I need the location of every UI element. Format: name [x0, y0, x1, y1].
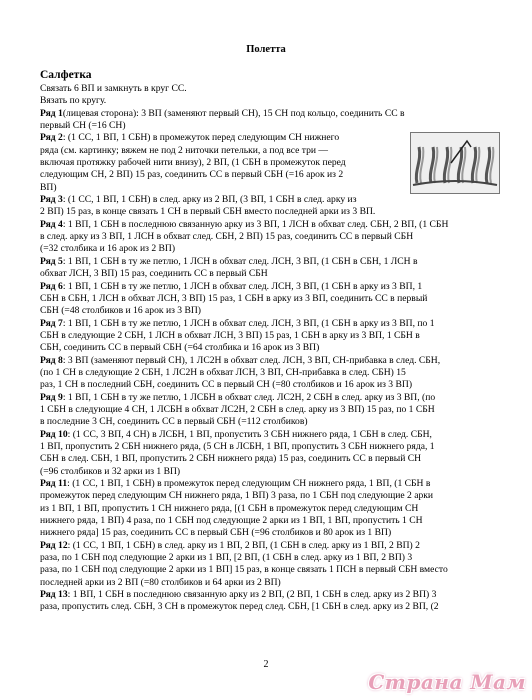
- pattern-row-line: [40, 355, 500, 367]
- section-title: Салфетка: [40, 69, 92, 81]
- pattern-row-line: [40, 540, 500, 552]
- pattern-row-line: [40, 120, 500, 132]
- pattern-row: [40, 256, 500, 281]
- row-text: ВП): [40, 181, 57, 193]
- pattern-row-line: [40, 268, 500, 280]
- row-text: (=96 столбиков и 32 арки из 1 ВП): [40, 465, 181, 477]
- pattern-row: [40, 108, 500, 133]
- row-text: 1 ВП, пропустить 2 СБН нижнего ряда, (5 СН в ЛСБН, 1 ВП, пропустить 3 СБН нижнего ряда, 1: [40, 440, 435, 452]
- pattern-row-line: [40, 379, 500, 391]
- pattern-row-line: [40, 392, 500, 404]
- pattern-row-line: [40, 342, 500, 354]
- pattern-row-line: [40, 441, 500, 453]
- pattern-row-line: [40, 305, 500, 317]
- row-text: : 1 ВП, 1 СБН в последнюю связанную арку из 3 ВП, 1 ЛСН в обхват след. СБН, 2 ВП, (1 СБН: [62, 218, 449, 230]
- row-text: раза, по 1 СБН под следующие 2 арки из 1 ВП, [2 ВП, (1 СБН в след. арку из 1 ВП, 2 ВП) 3: [40, 552, 413, 564]
- row-text: раз, 1 СН в последний СБН, соединить СС в первый СН (=80 столбиков и 16 арок из 3 ВП): [40, 379, 413, 391]
- row-text: промежуток перед следующим СН нижнего ряда, 1 ВП) 3 раза, по 1 СБН под следующие 2 арки: [40, 490, 434, 502]
- page-number: 2: [263, 659, 269, 670]
- pattern-row-line: [40, 318, 500, 330]
- row-label: Ряд 4: [40, 218, 63, 230]
- row-label: Ряд 3: [40, 194, 63, 206]
- pattern-row-line: [40, 490, 500, 502]
- row-text: (по 1 СН в следующие 2 СБН, 1 ЛС2Н в обхват ЛСН, 3 ВП, СН-прибавка в след. СБН) 15: [40, 366, 406, 378]
- pattern-row: [40, 281, 500, 318]
- row-text: : 3 ВП (заменяют первый СН), 1 ЛС2Н в обхват след. ЛСН, 3 ВП, СН-прибавка в след. СБН,: [62, 354, 441, 366]
- pattern-row-line: [40, 527, 500, 539]
- pattern-row-line: [40, 601, 500, 613]
- pattern-row-line: [40, 256, 500, 268]
- pattern-row-line: [40, 515, 500, 527]
- row-label: Ряд 9: [40, 391, 63, 403]
- pattern-row-line: [40, 453, 500, 465]
- row-text: раза, по 1 СБН под следующие 2 арки из 1 ВП] 15 раз, в конце связать 1 ПСН в первый СБН вместо: [40, 564, 448, 576]
- row-text: СБН (=48 столбиков и 16 арок из 3 ВП): [40, 305, 202, 317]
- row-text: из 1 ВП, 1 ВП, пропустить 1 СН нижнего ряда, [(1 СБН в промежуток перед следующим СН: [40, 502, 419, 514]
- row-text: 1 СБН в следующие 4 СН, 1 ЛСБН в обхват ЛС2Н, 2 СБН в след. арку из 3 ВП) 15 раз, по 1 СБН: [40, 403, 435, 415]
- row-text: в след. арку из 3 ВП, 1 ЛСН в обхват след. СБН, 2 ВП) 15 раз, соединить СС в первый СБН: [40, 231, 414, 243]
- row-label: Ряд 5: [40, 255, 63, 267]
- row-label: Ряд 8: [40, 354, 63, 366]
- row-text: : 1 ВП, 1 СБН в ту же петлю, 1 ЛСН в обхват след. ЛСН, 3 ВП, (1 СБН в арку из 3 ВП, 1: [62, 280, 423, 292]
- row-text: : (1 СС, 3 ВП, 4 СН) в ЛСБН, 1 ВП, пропустить 3 СБН нижнего ряда, 1 СБН в след. СБН,: [67, 428, 432, 440]
- watermark-logo: Страна Мам: [368, 670, 526, 694]
- row-text: : (1 СС, 1 ВП, 1 СБН) в след. арку из 2 ВП, (3 ВП, 1 СБН в след. арку из: [62, 194, 357, 206]
- row-text: включая протяжку рабочей нити внизу), 2 ВП, (1 СБН в промежуток перед: [40, 157, 346, 169]
- pattern-row-line: [40, 367, 500, 379]
- page-title: Полетта: [246, 44, 286, 55]
- row-text: нижнего ряда, 1 ВП) 4 раза, по 1 СБН под следующие 2 арки из 1 ВП, 1 ВП, пропустить 1 СН: [40, 515, 423, 527]
- pattern-row-line: [40, 589, 500, 601]
- row-text: нижнего ряда] 15 раз, соединить СС в первый СБН (=96 столбиков и 80 арок из 1 ВП): [40, 527, 392, 539]
- row-text: СБН в след. СБН, 1 ВП, пропустить 2 СБН нижнего ряда) 15 раз, соединить СС в первый СН: [40, 453, 422, 465]
- pattern-row-line: [40, 416, 500, 428]
- row-text: в последние 3 СН, соединить СС в первый СБН (=112 столбиков): [40, 416, 308, 428]
- pattern-rows: [40, 108, 500, 614]
- pattern-row: [40, 540, 500, 589]
- row-text: : (1 СС, 1 ВП, 1 СБН) в промежуток перед следующим СН нижнего ряда, 1 ВП, (1 СБН в: [67, 478, 431, 489]
- pattern-row-line: [40, 206, 500, 218]
- pattern-row: [40, 429, 500, 478]
- pattern-row-line: [40, 429, 500, 441]
- row-text: СБН, соединить СС в первый СБН (=64 столбика и 16 арок из 3 ВП): [40, 342, 320, 354]
- row-text: : 1 ВП, 1 СБН в ту же петлю, 1 ЛСБН в обхват след. ЛС2Н, 2 СБН в след. арку из 3 ВП, (по: [62, 391, 436, 403]
- pattern-row-line: [40, 330, 500, 342]
- row-text: : 1 ВП, 1 СБН в последнюю связанную арку из 2 ВП, (2 ВП, 1 СБН в след. арку из 2 ВП) 3: [67, 589, 437, 601]
- pattern-row-line: [40, 194, 500, 206]
- stitch-diagram-image: [410, 132, 500, 194]
- row-text: : 1 ВП, 1 СБН в ту же петлю, 1 ЛСН в обхват след. ЛСН, 3 ВП, (1 СБН в СБН, 1 ЛСН в: [62, 255, 418, 267]
- pattern-row-line: [40, 478, 500, 490]
- row-label: Ряд 11: [40, 478, 68, 489]
- row-label: Ряд 6: [40, 280, 63, 292]
- document-body: [40, 68, 500, 614]
- row-label: Ряд 13: [40, 589, 68, 601]
- pattern-row-line: [40, 231, 500, 243]
- intro-line: Связать 6 ВП и замкнуть в круг СС.: [40, 83, 187, 94]
- pattern-row-line: [40, 466, 500, 478]
- row-label: Ряд 12: [40, 539, 68, 551]
- pattern-row-line: [40, 243, 500, 255]
- row-label: Ряд 7: [40, 317, 63, 329]
- row-text: последней арки из 2 ВП (=80 столбиков и 64 арки из 2 ВП): [40, 576, 281, 588]
- pattern-row-line: [40, 552, 500, 564]
- pattern-row-line: [40, 293, 500, 305]
- pattern-row-line: [40, 108, 500, 120]
- pattern-row-line: [40, 503, 500, 515]
- pattern-row-line: [40, 219, 500, 231]
- row-text: обхват ЛСН, 3 ВП) 15 раз, соединить СС в первый СБН: [40, 268, 268, 280]
- intro-line: Вязать по кругу.: [40, 95, 107, 107]
- row-label: Ряд 1: [40, 107, 63, 119]
- pattern-row: [40, 132, 500, 194]
- row-label: Ряд 10: [40, 428, 68, 440]
- row-text: (=32 столбика и 16 арок из 2 ВП): [40, 243, 176, 255]
- row-label: Ряд 2: [40, 132, 63, 144]
- pattern-row-line: [40, 404, 500, 416]
- row-text: 2 ВП) 15 раз, в конце связать 1 СН в первый СБН вместо последней арки из 3 ВП.: [40, 206, 376, 218]
- row-text: СБН в СБН, 1 ЛСН в обхват ЛСН, 3 ВП) 15 раз, 1 СБН в арку из 3 ВП, соединить СС в первый: [40, 292, 428, 304]
- pattern-row: [40, 194, 500, 219]
- row-text: раза, пропустить след. СБН, 3 СН в промежуток перед след. СБН, [1 СБН в след. арку из 2 ВП, (2: [40, 601, 439, 613]
- pattern-row: [40, 219, 500, 256]
- row-text: первый СН (=16 СН): [40, 120, 126, 132]
- row-text: : 1 ВП, 1 СБН в ту же петлю, 1 ЛСН в обхват след. ЛСН, 3 ВП, (1 СБН в арку из 3 ВП, по 1: [62, 317, 435, 329]
- pattern-row: [40, 392, 500, 429]
- row-text: СБН в следующие 2 СБН, 1 ЛСН в обхват ЛСН, 3 ВП) 15 раз, 1 СБН в арку из 3 ВП, 1 СБН в: [40, 329, 420, 341]
- row-text: : (1 СС, 1 ВП, 1 СБН) в след. арку из 1 ВП, 2 ВП, (1 СБН в след. арку из 1 ВП, 2 ВП) 2: [67, 539, 420, 551]
- pattern-row-line: [40, 281, 500, 293]
- pattern-row: [40, 589, 500, 614]
- pattern-row-line: [40, 577, 500, 589]
- row-text: ряда (см. картинку; вяжем не под 2 ниточки петельки, а под все три —: [40, 144, 329, 156]
- pattern-row: [40, 478, 500, 540]
- pattern-row-line: [40, 564, 500, 576]
- pattern-row: [40, 318, 500, 355]
- row-text: : (1 СС, 1 ВП, 1 СБН) в промежуток перед следующим СН нижнего: [62, 132, 340, 144]
- pattern-row: [40, 355, 500, 392]
- row-text: следующим СН, 2 ВП) 15 раз, соединить СС в первый СБН (=16 арок из 2: [40, 169, 344, 181]
- row-text: (лицевая сторона): 3 ВП (заменяют первый СН), 15 СН под кольцо, соединить СС в: [62, 107, 405, 119]
